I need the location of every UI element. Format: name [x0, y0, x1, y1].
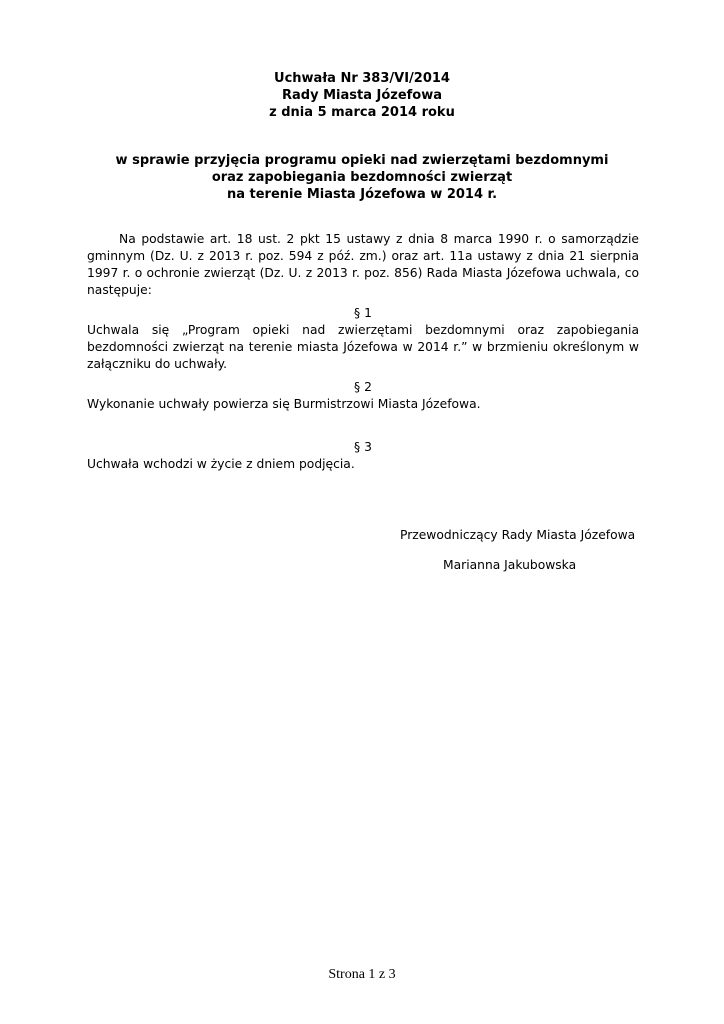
resolution-number: Uchwała Nr 383/VI/2014 — [274, 71, 450, 86]
signature-name: Marianna Jakubowska — [443, 558, 577, 572]
section-1-text: Uchwala się „Program opieki nad zwierzętami bezdomnymi oraz zapobiegania bezdomności zwierząt na terenie miasta Józefowa w 2014 r.” w brzmieniu określonym w załączniku do uchwały. — [87, 323, 639, 371]
section-3-sign: § 3 — [354, 440, 372, 454]
subject-line-3: na terenie Miasta Józefowa w 2014 r. — [226, 187, 498, 202]
legal-basis-paragraph: Na podstawie art. 18 ust. 2 pkt 15 ustawy z dnia 8 marca 1990 r. o samorządzie gminnym (Dz. U. z 2013 r. poz. 594 z póź. zm.) oraz art. 11a ustawy z dnia 21 sierpnia 1997 r. o ochronie zwierząt (Dz. U. z 2013 r. poz. 856) Rada Miasta Józefowa uchwala, co następuje: — [87, 232, 639, 297]
section-2-text: Wykonanie uchwały powierza się Burmistrzowi Miasta Józefowa. — [87, 397, 481, 411]
resolution-subject — [0, 152, 724, 203]
section-3-text: Uchwała wchodzi w życie z dniem podjęcia. — [87, 457, 355, 471]
section-1-sign: § 1 — [354, 306, 372, 320]
council-name: Rady Miasta Józefowa — [281, 88, 443, 103]
page-number-footer: Strona 1 z 3 — [328, 967, 396, 982]
subject-line-1: w sprawie przyjęcia programu opieki nad zwierzętami bezdomnymi — [115, 153, 609, 168]
section-2-sign: § 2 — [354, 380, 372, 394]
resolution-date: z dnia 5 marca 2014 roku — [269, 105, 455, 120]
subject-line-2: oraz zapobiegania bezdomności zwierząt — [211, 170, 513, 185]
signature-title: Przewodniczący Rady Miasta Józefowa — [400, 528, 636, 542]
resolution-header — [0, 70, 724, 121]
